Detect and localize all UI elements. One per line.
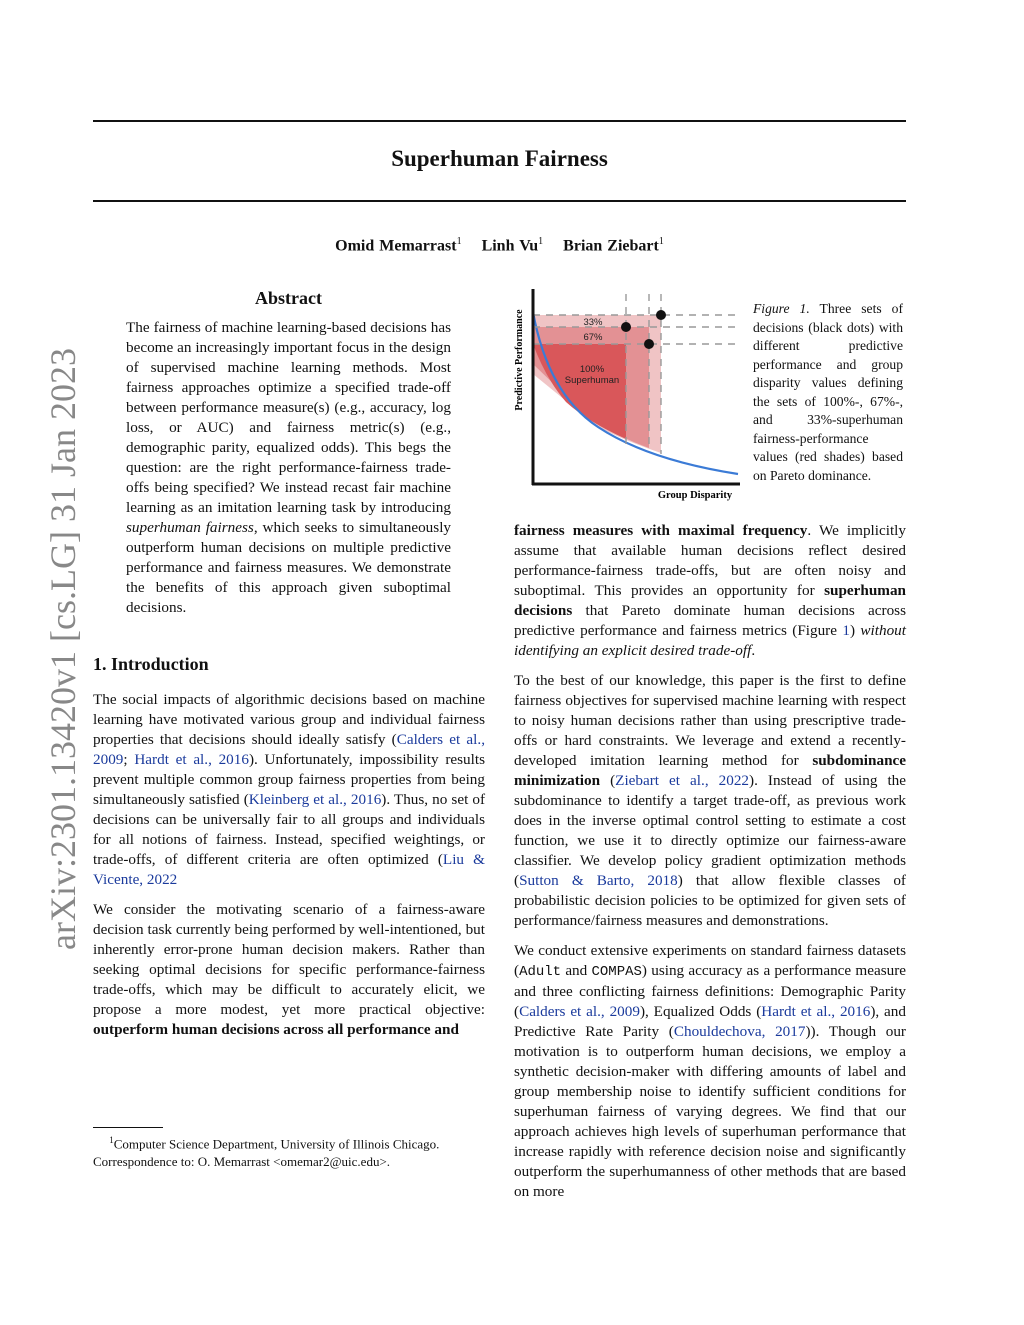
author-affil: 1 [538,236,544,247]
label-100: 100% [579,364,605,375]
label-67: 67% [583,332,603,343]
author-affil: 1 [456,236,462,247]
region-100-percent [533,344,626,439]
citation-link[interactable]: Chouldechova, 2017 [673,1023,806,1040]
citation-link[interactable]: Liu & Vicente, 2022 [93,851,485,888]
arxiv-side-label: arXiv:2301.13420v1 [cs.LG] 31 Jan 2023 [43,348,83,950]
figure-1-caption: Figure 1. Three sets of decisions (black dots) with different predictive performance and group disparity values defining the sets of 100%-, 67%-, and 33%-superhuman fairness-performance values (red shades) based on Pareto dominance. [753,301,904,483]
top-rule [93,120,906,122]
figure-1-plot [508,284,748,504]
citation-link[interactable]: Ziebart et al., 2022 [615,772,750,789]
intro-paragraph-2: We consider the motivating scenario of a fairness-aware decision task currently being performed by well-intentioned, but inherently error-prone human decision makers. Rather than seeking optimal decisions for specific performance-fairness trade-offs, which may be difficult to accurately elicit, we propose a more modest, yet more practical objective: outperform human decisions across all performance and [93,901,485,1038]
section-heading-introduction: 1. Introduction [93,654,209,674]
x-axis-label: Group Disparity [657,490,733,501]
y-axis-label: Predictive Performance [514,309,525,411]
citation-link[interactable]: Calders et al., 2009 [93,731,485,768]
author-name: Omid Memarrast [335,237,457,255]
footnote-rule [93,1127,163,1128]
citation-link[interactable]: Calders et al., 2009 [519,1003,640,1020]
right-column-body [514,521,906,1212]
intro-paragraph-1: The social impacts of algorithmic decisions based on machine learning have motivated various group and individual fairness properties that decisions should ideally satisfy (Calders et al., 2009; Hardt et al., 2016). Unfortunately, impossibility results prevent multiple common group fairness properties from being simultaneously satisfied (Kleinberg et al., 2016). Thus, no set of decisions can be universally fair to all groups and individuals for all notions of fairness. Instead, specified weightings, or trade-offs, of different criteria are often optimized (Liu & Vicente, 2022 [93,691,486,888]
author-list [93,236,906,255]
right-paragraph-3: We conduct extensive experiments on standard fairness datasets (Adult and COMPAS) using accuracy as a performance measure and three conflicting fairness definitions: Demographic Parity (Calders et al., 2009), Equalized Odds (Hardt et al., 2016), and Predictive Rate Parity (Chouldechova, 2017)). Though our motivation is to outperform human decisions, we employ a synthetic decision-maker with differing amounts of label and group membership noise to identify sufficient conditions for superhuman fairness of varying degrees. We find that our approach achieves high levels of superhuman performance that increase rapidly with reference decision noise and significantly outperform the superhumanness of other methods that are based on more [514,942,907,1200]
label-33: 33% [583,317,603,328]
figure-ref-link[interactable]: 1 [842,622,850,639]
citation-link[interactable]: Kleinberg et al., 2016 [248,791,382,808]
human-decision-dot [656,310,666,320]
citation-link[interactable]: Hardt et al., 2016 [761,1003,871,1020]
footnote: $^1$Computer Science Department, University of Illinois Chicago. Correspondence to: O. Memarrast <omemar2@uic.edu>. [93,1135,440,1170]
author-name: Linh Vu [481,237,539,255]
citation-link[interactable]: Sutton & Barto, 2018 [519,872,678,889]
abstract-heading: Abstract [255,288,322,308]
author-name: Brian Ziebart [563,237,659,255]
abstract-text: The fairness of machine learning-based decisions has become an increasingly important focus in the design of supervised machine learning methods. Most fairness approaches optimize a specified trade-off between performance measure(s) (e.g., accuracy, log loss, or AUC) and fairness metric(s) (e.g., demographic parity, equalized odds). This begs the question: are the right performance-fairness trade-offs being specified? We instead recast fair machine learning as an imitation learning task by introducing superhuman fairness, which seeks to simultaneously outperform human decisions on multiple predictive performance and fairness measures. We demonstrate the benefits of this approach given suboptimal decisions. [126,319,452,616]
left-column-body [93,690,485,1050]
human-decision-dot [644,339,654,349]
human-decision-dot [621,322,631,332]
citation-link[interactable]: Hardt et al., 2016 [134,751,249,768]
author-affil: 1 [658,236,664,247]
title-bottom-rule [93,200,906,202]
paper-title: Superhuman Fairness [391,146,608,171]
right-paragraph-1: fairness measures with maximal frequency. We implicitly assume that available human decisions reflect desired performance-fairness trade-offs, but are often noisy and suboptimal. This provides an opportunity for superhuman decisions that Pareto dominate human decisions across predictive performance and fairness metrics (Figure 1) without identifying an explicit desired trade-off. [514,522,906,659]
right-paragraph-2: To the best of our knowledge, this paper is the first to define fairness objectives for supervised machine learning with respect to noisy human decisions rather than using prescriptive trade-offs or hard constraints. We leverage and extend a recently-developed imitation learning method for subdominance minimization (Ziebart et al., 2022). Instead of using the subdominance to identify a target trade-off, as previous work does in the inverse optimal control setting to estimate a cost function, we use it to directly optimize our fairness-aware classifier. We develop policy gradient optimization methods (Sutton & Barto, 2018) that allow flexible classes of probabilistic decision policies to be optimized for given sets of performance/fairness measures and demonstrations. [514,672,907,929]
label-superhuman: Superhuman [564,375,620,386]
